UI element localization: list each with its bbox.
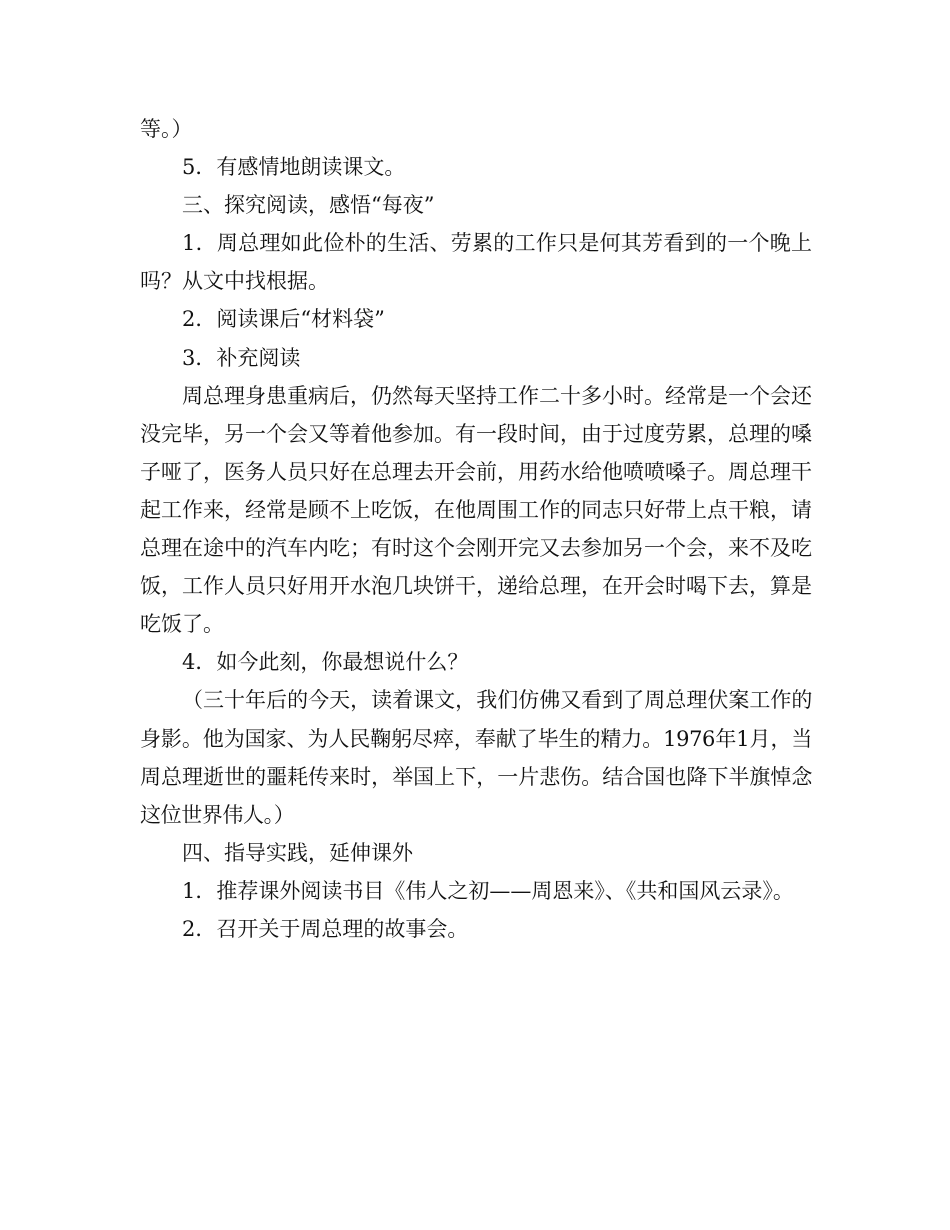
recommendation-2: 2．召开关于周总理的故事会。 [182,916,469,941]
section-4-heading: 四、指导实践，延伸课外 [182,840,413,865]
question-4: 4．如今此刻，你最想说什么？ [182,650,469,675]
section-3-heading: 三、探究阅读，感悟“每夜” [182,193,435,218]
question-2: 2．阅读课后“材料袋” [182,307,385,332]
step-5-read-aloud: 5．有感情地朗读课文。 [182,155,406,180]
question-3: 3．补充阅读 [182,345,301,370]
supplementary-reading-paragraph: 周总理身患重病后，仍然每天坚持工作二十多小时。经常是一个会还没完毕，另一个会又等着他参加。有一段时间，由于过度劳累，总理的嗓子哑了，医务人员只好在总理去开会前，用药水给他喷喷嗓子。周总理干起工作来，经常是顾不上吃饭，在他周围工作的同志只好带上点干粮，请总理在途中的汽车内吃；有时这个会刚开完又去参加另一个会，来不及吃饭，工作人员只好用开水泡几块饼干，递给总理，在开会时喝下去，算是吃饭了。 [140,383,812,637]
document-body [140,110,812,948]
question-1: 1．周总理如此俭朴的生活、劳累的工作只是何其芳看到的一个晚上吗？从文中找根据。 [140,231,812,294]
recommendation-1: 1．推荐课外阅读书目《伟人之初——周恩来》、《共和国风云录》。 [182,878,794,903]
answer-paragraph: （三十年后的今天，读着课文，我们仿佛又看到了周总理伏案工作的身影。他为国家、为人民鞠躬尽瘁，奉献了毕生的精力。1976年1月，当周总理逝世的噩耗传来时，举国上下，一片悲伤。结合国也降下半旗悼念这位世界伟人。） [140,688,812,827]
paragraph-continuation: 等。） [140,117,193,141]
